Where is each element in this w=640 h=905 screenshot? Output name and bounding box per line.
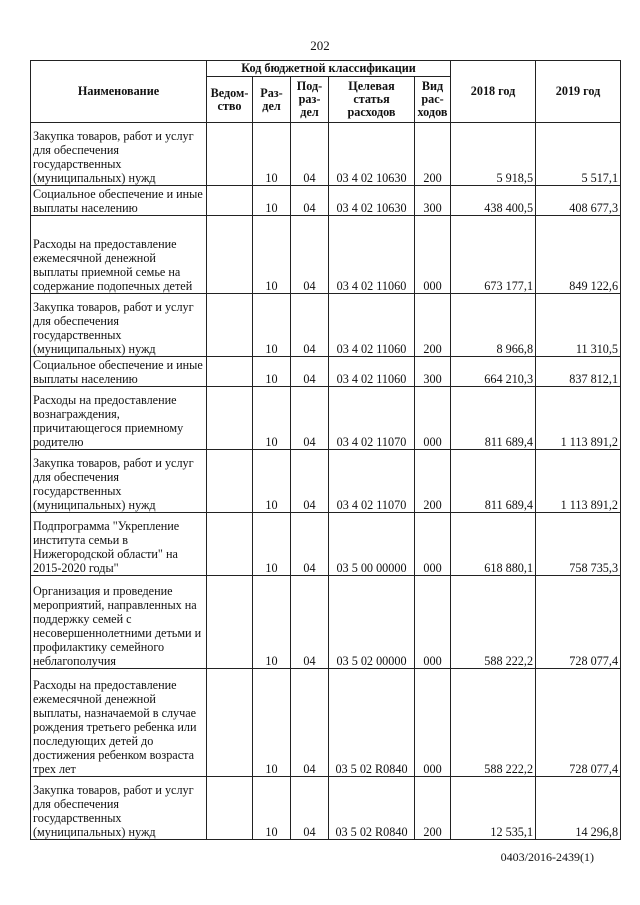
row-razdel: 10 (253, 357, 291, 387)
row-vid: 000 (415, 513, 451, 576)
row-vid: 200 (415, 294, 451, 357)
row-2018-value: 588 222,2 (451, 576, 536, 669)
row-vid: 000 (415, 576, 451, 669)
row-vid: 000 (415, 387, 451, 450)
row-podrazdel: 04 (291, 387, 329, 450)
header-statya: Целевая статья расходов (329, 77, 415, 123)
header-vid: Вид рас-ходов (415, 77, 451, 123)
row-podrazdel: 04 (291, 216, 329, 294)
row-razdel: 10 (253, 387, 291, 450)
header-podrazdel: Под-раз-дел (291, 77, 329, 123)
row-2018-value: 673 177,1 (451, 216, 536, 294)
row-vedomstvo (207, 186, 253, 216)
table-row (31, 186, 621, 216)
row-vedomstvo (207, 513, 253, 576)
row-vedomstvo (207, 576, 253, 669)
row-vedomstvo (207, 450, 253, 513)
row-vid: 000 (415, 669, 451, 777)
header-name: Наименование (31, 61, 207, 123)
table-row (31, 513, 621, 576)
row-statya: 03 4 02 11070 (329, 450, 415, 513)
row-razdel: 10 (253, 777, 291, 840)
row-podrazdel: 04 (291, 513, 329, 576)
table-row (31, 387, 621, 450)
row-2019-value: 5 517,1 (536, 123, 621, 186)
row-2019-value: 11 310,5 (536, 294, 621, 357)
row-2018-value: 811 689,4 (451, 387, 536, 450)
row-razdel: 10 (253, 123, 291, 186)
row-razdel: 10 (253, 294, 291, 357)
row-2019-value: 837 812,1 (536, 357, 621, 387)
row-vedomstvo (207, 357, 253, 387)
table-row (31, 357, 621, 387)
row-podrazdel: 04 (291, 450, 329, 513)
page-number: 202 (310, 38, 330, 53)
row-podrazdel: 04 (291, 576, 329, 669)
row-podrazdel: 04 (291, 777, 329, 840)
row-statya: 03 4 02 11060 (329, 294, 415, 357)
header-classification-group: Код бюджетной классификации (207, 61, 451, 77)
table-row (31, 123, 621, 186)
row-2018-value: 5 918,5 (451, 123, 536, 186)
table-row (31, 669, 621, 777)
row-statya: 03 5 02 R0840 (329, 777, 415, 840)
row-2019-value: 1 113 891,2 (536, 387, 621, 450)
row-2018-value: 811 689,4 (451, 450, 536, 513)
row-2019-value: 408 677,3 (536, 186, 621, 216)
row-razdel: 10 (253, 216, 291, 294)
row-name: Организация и проведение мероприятий, направленных на поддержку семей с несовершеннолетними детьми и профилактику семейного неблагополучия (31, 576, 207, 669)
header-2018: 2018 год (451, 61, 536, 123)
row-2018-value: 618 880,1 (451, 513, 536, 576)
row-statya: 03 5 02 00000 (329, 576, 415, 669)
row-name: Социальное обеспечение и иные выплаты населению (31, 186, 207, 216)
row-vid: 200 (415, 123, 451, 186)
row-statya: 03 4 02 10630 (329, 123, 415, 186)
row-podrazdel: 04 (291, 123, 329, 186)
row-2018-value: 8 966,8 (451, 294, 536, 357)
row-2018-value: 12 535,1 (451, 777, 536, 840)
row-vedomstvo (207, 216, 253, 294)
row-razdel: 10 (253, 576, 291, 669)
row-2018-value: 588 222,2 (451, 669, 536, 777)
row-razdel: 10 (253, 513, 291, 576)
row-name: Закупка товаров, работ и услуг для обеспечения государственных (муниципальных) нужд (31, 294, 207, 357)
table-row (31, 576, 621, 669)
table-row (31, 777, 621, 840)
row-name: Социальное обеспечение и иные выплаты населению (31, 357, 207, 387)
row-podrazdel: 04 (291, 669, 329, 777)
row-vedomstvo (207, 387, 253, 450)
row-vid: 300 (415, 186, 451, 216)
row-statya: 03 4 02 10630 (329, 186, 415, 216)
table-row (31, 216, 621, 294)
row-2019-value: 728 077,4 (536, 669, 621, 777)
row-name: Расходы на предоставление ежемесячной денежной выплаты, назначаемой в случае рождения третьего ребенка или последующих детей до достижения ребенком возраста трех лет (31, 669, 207, 777)
row-razdel: 10 (253, 450, 291, 513)
header-vedomstvo: Ведом-ство (207, 77, 253, 123)
row-name: Расходы на предоставление ежемесячной денежной выплаты приемной семье на содержание подопечных детей (31, 216, 207, 294)
row-vedomstvo (207, 669, 253, 777)
row-2019-value: 728 077,4 (536, 576, 621, 669)
row-2019-value: 758 735,3 (536, 513, 621, 576)
row-2019-value: 14 296,8 (536, 777, 621, 840)
row-statya: 03 5 00 00000 (329, 513, 415, 576)
row-vedomstvo (207, 294, 253, 357)
row-vid: 000 (415, 216, 451, 294)
row-razdel: 10 (253, 186, 291, 216)
row-2018-value: 664 210,3 (451, 357, 536, 387)
row-vid: 200 (415, 777, 451, 840)
table-row (31, 294, 621, 357)
row-statya: 03 4 02 11060 (329, 216, 415, 294)
document-code: 0403/2016-2439(1) (500, 850, 594, 864)
table-row (31, 450, 621, 513)
row-vid: 200 (415, 450, 451, 513)
header-2019: 2019 год (536, 61, 621, 123)
row-name: Расходы на предоставление вознаграждения, причитающегося приемному родителю (31, 387, 207, 450)
row-name: Закупка товаров, работ и услуг для обеспечения государственных (муниципальных) нужд (31, 777, 207, 840)
row-razdel: 10 (253, 669, 291, 777)
row-2019-value: 1 113 891,2 (536, 450, 621, 513)
row-statya: 03 4 02 11070 (329, 387, 415, 450)
row-vedomstvo (207, 123, 253, 186)
budget-table (30, 60, 621, 840)
row-name: Подпрограмма "Укрепление института семьи в Нижегородской области" на 2015-2020 годы" (31, 513, 207, 576)
row-name: Закупка товаров, работ и услуг для обеспечения государственных (муниципальных) нужд (31, 123, 207, 186)
row-statya: 03 5 02 R0840 (329, 669, 415, 777)
row-podrazdel: 04 (291, 294, 329, 357)
row-name: Закупка товаров, работ и услуг для обеспечения государственных (муниципальных) нужд (31, 450, 207, 513)
row-podrazdel: 04 (291, 186, 329, 216)
row-vid: 300 (415, 357, 451, 387)
row-2019-value: 849 122,6 (536, 216, 621, 294)
row-vedomstvo (207, 777, 253, 840)
header-razdel: Раз-дел (253, 77, 291, 123)
row-2018-value: 438 400,5 (451, 186, 536, 216)
row-podrazdel: 04 (291, 357, 329, 387)
row-statya: 03 4 02 11060 (329, 357, 415, 387)
